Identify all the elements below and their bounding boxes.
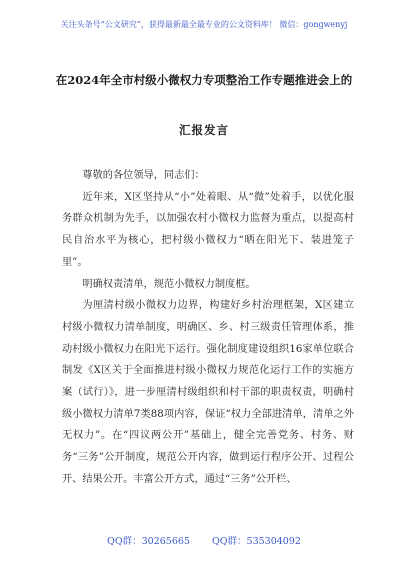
- document-subtitle: 汇报发言: [179, 123, 229, 137]
- footer-contact: [0, 533, 408, 547]
- section-heading: 明确权责清单，规范小微权力制度框。: [82, 278, 256, 290]
- document-body: [62, 165, 354, 491]
- footer-qq-group-2: QQ群：535304092: [211, 536, 301, 547]
- body-paragraph-main: 为厘清村级小微权力边界，构建好乡村治理框架，X区建立村级小微权力清单制度，明确区、乡、村三级责任管理体系，推动村级小微权力在阳光下运行。强化制度建设组织16家单位联合制发《X区关于全面推进村级小微权力规范化运行工作的实施方案（试行）》，进一步厘清村级组织和村干部的职责权责，明确村级小微权力清单7类88项内容，保证“权力全部进清单，清单之外无权力”。在“四议两公开”基础上，健全完善党务、村务、财务“三务”公开制度，规范公开内容，做到运行程序公开、过程公开、结果公开。丰富公开方式，通过“三务”公开栏、: [62, 300, 354, 485]
- footer-qq-group-1: QQ群：30265665: [107, 536, 190, 547]
- salutation-paragraph: 尊敬的各位领导，同志们：: [82, 170, 205, 181]
- document-title: 在2024年全市村级小微权力专项整治工作专题推进会上的: [55, 73, 353, 87]
- body-paragraph-intro: 近年来，X区坚持从“小”处着眼、从“微”处着手，以优化服务群众机制为先手，以加强农村小微权力监督为重点，以提高村民自治水平为核心，把村级小微权力“晒在阳光下、装进笼子里”。: [62, 191, 354, 268]
- promo-banner: 关注头条号“公文研究”，获得最新最全最专业的公文资料库！ 微信：gongwenyj: [60, 20, 348, 29]
